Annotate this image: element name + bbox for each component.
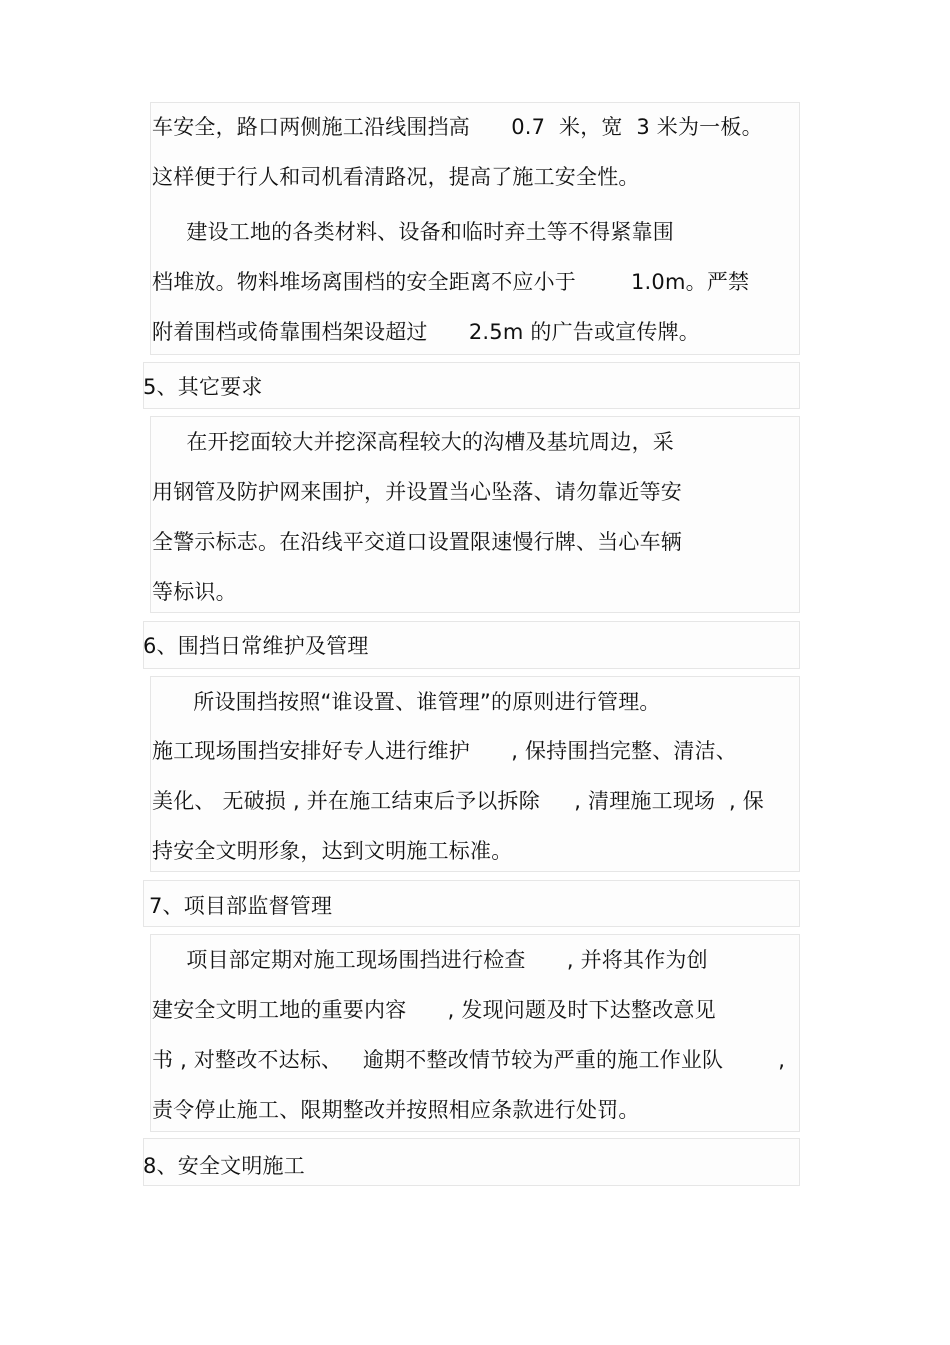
paragraph-line: 建设工地的各类材料、设备和临时弃土等不得紧靠围 xyxy=(152,220,674,244)
paragraph-line: 用钢管及防护网来围护，并设置当心坠落、请勿靠近等安 xyxy=(152,480,682,504)
paragraph-line: 档堆放。物料堆场离围档的安全距离不应小于 1.0m。严禁 xyxy=(152,270,750,294)
paragraph-line: 所设围挡按照“谁设置、谁管理”的原则进行管理。 xyxy=(152,690,661,714)
paragraph-line: 全警示标志。在沿线平交道口设置限速慢行牌、当心车辆 xyxy=(152,530,682,554)
paragraph-line: 书 , 对整改不达标、 逾期不整改情节较为严重的施工作业队 , xyxy=(152,1048,786,1072)
paragraph-line: 这样便于行人和司机看清路况，提高了施工安全性。 xyxy=(152,165,640,189)
paragraph-line: 项目部定期对施工现场围挡进行检查 , 并将其作为创 xyxy=(152,948,708,972)
section-heading: 8、安全文明施工 xyxy=(143,1154,305,1178)
paragraph-line: 在开挖面较大并挖深高程较大的沟槽及基坑周边，采 xyxy=(152,430,674,454)
section-heading: 7、项目部监督管理 xyxy=(149,894,333,918)
paragraph-line: 持安全文明形象，达到文明施工标准。 xyxy=(152,839,513,863)
paragraph-line: 美化、 无破损 , 并在施工结束后予以拆除 , 清理施工现场 , 保 xyxy=(152,789,764,813)
paragraph-line: 建安全文明工地的重要内容 , 发现问题及时下达整改意见 xyxy=(152,998,716,1022)
section-heading: 5、其它要求 xyxy=(143,375,263,399)
paragraph-line: 等标识。 xyxy=(152,580,237,604)
paragraph-line: 责令停止施工、限期整改并按照相应条款进行处罚。 xyxy=(152,1098,640,1122)
paragraph-line: 附着围档或倚靠围档架设超过 2.5m 的广告或宣传牌。 xyxy=(152,320,700,344)
paragraph-line: 车安全，路口两侧施工沿线围挡高 0.7 米，宽 3 米为一板。 xyxy=(152,115,763,139)
paragraph-line: 施工现场围挡安排好专人进行维护 , 保持围挡完整、清洁、 xyxy=(152,739,737,763)
section-heading: 6、围挡日常维护及管理 xyxy=(143,634,369,658)
